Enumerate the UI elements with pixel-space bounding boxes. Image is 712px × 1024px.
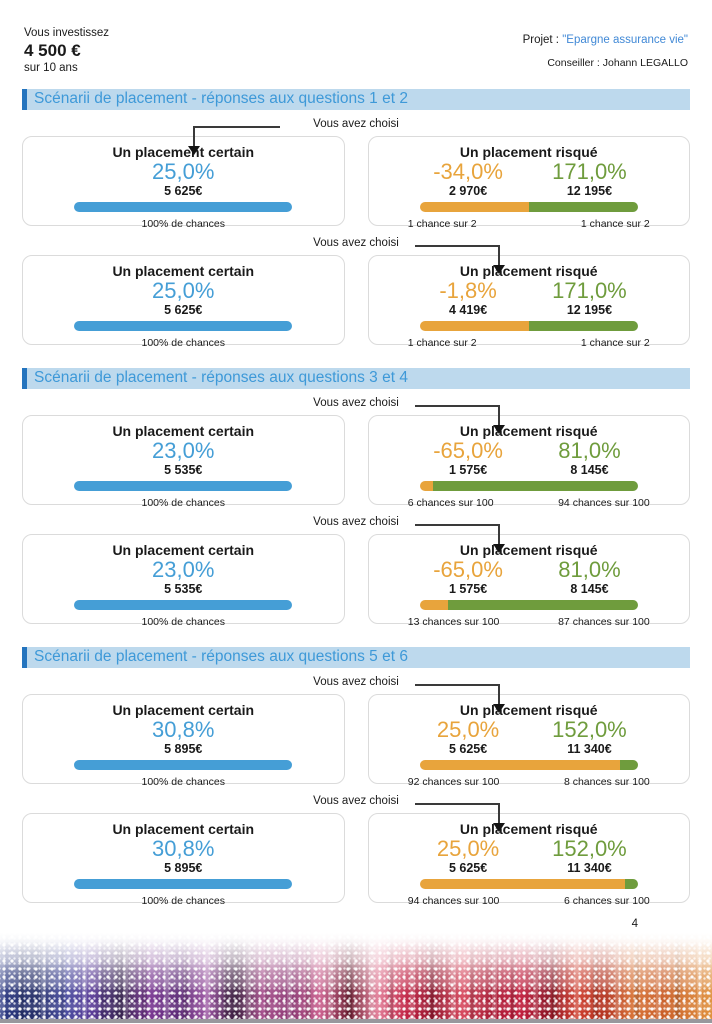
chance-label: 100% de chances [141, 337, 225, 349]
probability-bar-loss-segment [420, 321, 529, 331]
footer-art-fade [0, 933, 712, 1019]
gain-chance-label: 94 chances sur 100 [558, 497, 650, 509]
invest-duration: sur 10 ans [24, 62, 78, 74]
loss-rate: -65,0% [433, 557, 503, 582]
probability-bar-gain-segment [625, 879, 638, 889]
final-amount: 5 895€ [164, 861, 203, 875]
probability-bar-loss-segment [420, 760, 621, 770]
placement-title: Un placement certain [112, 821, 255, 837]
chance-label: 100% de chances [141, 895, 225, 907]
scenario-row [22, 675, 690, 788]
gain-chance-label: 8 chances sur 100 [563, 776, 650, 788]
investment-summary [24, 26, 109, 75]
risky-card [368, 255, 691, 349]
section-title-2: Scénarii de placement - réponses aux questions 3 et 4 [22, 368, 690, 389]
chosen-label: Vous avez choisi [313, 676, 399, 688]
final-amount: 5 535€ [164, 582, 203, 596]
page-number: 4 [631, 918, 638, 930]
probability-bar [420, 321, 638, 331]
gain-chance-label: 87 chances sur 100 [558, 616, 650, 628]
scenario-row [22, 236, 690, 349]
return-rate: 25,0% [152, 159, 215, 184]
gain-rate: 152,0% [552, 836, 627, 861]
loss-rate: -34,0% [433, 159, 503, 184]
chosen-arrow [415, 803, 500, 824]
risky-card [368, 136, 691, 230]
probability-bar [420, 481, 638, 491]
chosen-label: Vous avez choisi [313, 516, 399, 528]
gain-rate: 171,0% [552, 278, 627, 303]
scenario-row [22, 515, 690, 628]
loss-amount: 1 575€ [448, 463, 488, 477]
chosen-label: Vous avez choisi [313, 795, 399, 807]
chance-label: 100% de chances [141, 497, 225, 509]
project-line [523, 34, 688, 46]
return-rate: 25,0% [152, 278, 215, 303]
certain-card [22, 813, 345, 907]
placement-title: Un placement certain [112, 263, 255, 279]
chosen-arrow [415, 245, 500, 266]
loss-rate: -65,0% [433, 438, 503, 463]
loss-chance-label: 6 chances sur 100 [407, 497, 494, 509]
gain-chance-label: 1 chance sur 2 [580, 218, 650, 230]
loss-amount: 1 575€ [448, 582, 488, 596]
chance-label: 100% de chances [141, 776, 225, 788]
placement-title: Un placement risqué [459, 144, 598, 160]
loss-rate: 25,0% [436, 717, 500, 742]
placement-title: Un placement risqué [459, 423, 598, 439]
probability-bar [420, 202, 638, 212]
final-amount: 5 625€ [164, 184, 203, 198]
probability-bar-loss-segment [420, 481, 433, 491]
gain-chance-label: 6 chances sur 100 [563, 895, 650, 907]
probability-bar-gain-segment [448, 600, 638, 610]
loss-amount: 5 625€ [448, 861, 488, 875]
gain-amount: 8 145€ [570, 582, 609, 596]
footer-artwork [0, 933, 712, 1019]
probability-bar [420, 879, 638, 889]
loss-rate: -1,8% [439, 278, 497, 303]
return-rate: 30,8% [152, 717, 215, 742]
loss-amount: 4 419€ [448, 303, 488, 317]
chosen-arrow [415, 524, 500, 545]
placement-title: Un placement certain [112, 542, 255, 558]
scenario-row [22, 117, 690, 230]
advisor-name: Conseiller : Johann LEGALLO [547, 57, 688, 69]
probability-bar [74, 600, 292, 610]
gain-amount: 12 195€ [566, 184, 613, 198]
loss-amount: 2 970€ [448, 184, 488, 198]
gain-rate: 81,0% [558, 438, 621, 463]
probability-bar-gain-segment [433, 481, 638, 491]
placement-title: Un placement risqué [459, 821, 598, 837]
placement-title: Un placement risqué [459, 702, 598, 718]
risky-card [368, 694, 691, 788]
project-meta [523, 26, 688, 75]
final-amount: 5 625€ [164, 303, 203, 317]
loss-chance-label: 94 chances sur 100 [407, 895, 500, 907]
probability-bar [420, 760, 638, 770]
scenario-row [22, 396, 690, 509]
final-amount: 5 895€ [164, 742, 203, 756]
loss-chance-label: 1 chance sur 2 [407, 337, 477, 349]
certain-card [22, 694, 345, 788]
page-header [0, 0, 712, 75]
chosen-arrow [193, 126, 280, 147]
placement-title: Un placement certain [112, 144, 255, 160]
section-title-3: Scénarii de placement - réponses aux questions 5 et 6 [22, 647, 690, 668]
placement-title: Un placement risqué [459, 542, 598, 558]
project-label: Projet : [522, 34, 563, 46]
return-rate: 30,8% [152, 836, 215, 861]
gain-rate: 171,0% [552, 159, 627, 184]
risky-card [368, 813, 691, 907]
chance-label: 100% de chances [141, 218, 225, 230]
chosen-label: Vous avez choisi [313, 237, 399, 249]
probability-bar [420, 600, 638, 610]
return-rate: 23,0% [152, 438, 215, 463]
gain-amount: 11 340€ [567, 861, 612, 875]
probability-bar-loss-segment [420, 202, 529, 212]
gain-amount: 11 340€ [567, 742, 612, 756]
gain-chance-label: 1 chance sur 2 [580, 337, 650, 349]
loss-chance-label: 1 chance sur 2 [407, 218, 477, 230]
certain-card [22, 136, 345, 230]
invest-label: Vous investissez [24, 27, 110, 39]
probability-bar-gain-segment [529, 202, 638, 212]
risky-card [368, 415, 691, 509]
probability-bar [74, 202, 292, 212]
probability-bar [74, 481, 292, 491]
placement-title: Un placement risqué [459, 263, 598, 279]
gain-amount: 8 145€ [570, 463, 609, 477]
risky-card [368, 534, 691, 628]
return-rate: 23,0% [152, 557, 215, 582]
project-name: "Epargne assurance vie" [562, 34, 688, 46]
loss-rate: 25,0% [436, 836, 500, 861]
certain-card [22, 534, 345, 628]
probability-bar-gain-segment [620, 760, 637, 770]
certain-card [22, 255, 345, 349]
chosen-label: Vous avez choisi [313, 397, 399, 409]
scenario-row [22, 794, 690, 907]
gain-rate: 81,0% [558, 557, 621, 582]
loss-amount: 5 625€ [448, 742, 488, 756]
invest-amount: 4 500 € [24, 41, 81, 60]
chosen-arrow [415, 684, 500, 705]
chosen-arrow [415, 405, 500, 426]
final-amount: 5 535€ [164, 463, 203, 477]
certain-card [22, 415, 345, 509]
probability-bar [74, 879, 292, 889]
gain-amount: 12 195€ [566, 303, 613, 317]
chosen-label: Vous avez choisi [313, 118, 399, 130]
page-content [0, 89, 712, 930]
probability-bar [74, 760, 292, 770]
window-bottom-bar [0, 1019, 712, 1023]
loss-chance-label: 13 chances sur 100 [407, 616, 500, 628]
probability-bar [74, 321, 292, 331]
probability-bar-loss-segment [420, 600, 448, 610]
gain-rate: 152,0% [552, 717, 627, 742]
probability-bar-gain-segment [529, 321, 638, 331]
section-title-1: Scénarii de placement - réponses aux questions 1 et 2 [22, 89, 690, 110]
placement-title: Un placement certain [112, 423, 255, 439]
placement-title: Un placement certain [112, 702, 255, 718]
probability-bar-loss-segment [420, 879, 625, 889]
chance-label: 100% de chances [141, 616, 225, 628]
loss-chance-label: 92 chances sur 100 [407, 776, 500, 788]
